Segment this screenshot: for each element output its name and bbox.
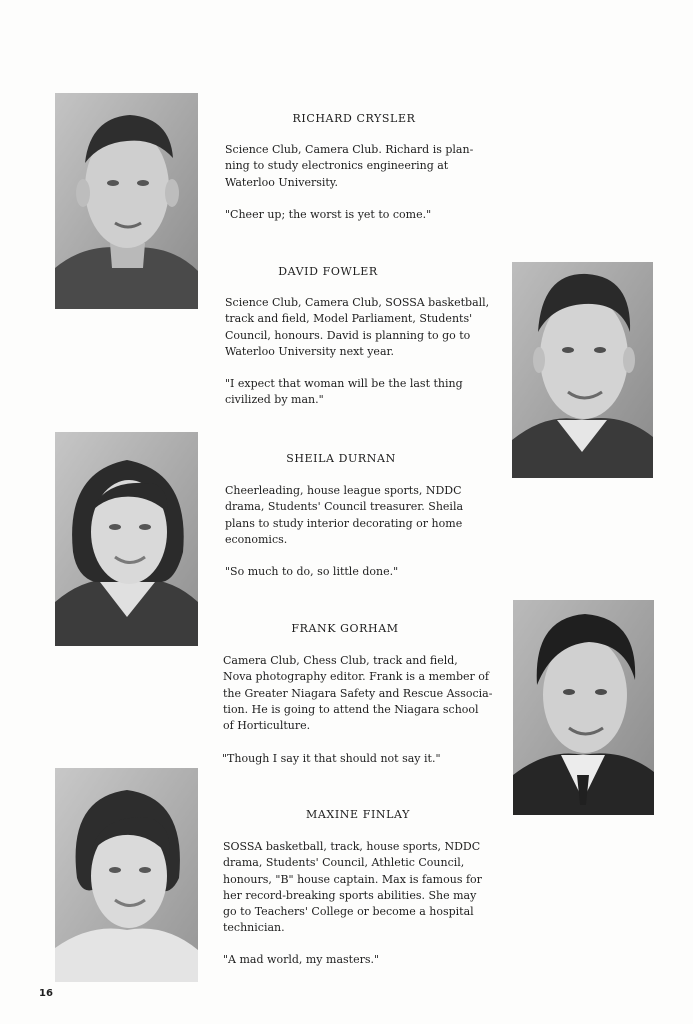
student-bio: SOSSA basketball, track, house sports, NDDC drama, Students' Council, Athletic Council, honours, "B" house captain. Max is famous for her record-breaking sports abilities. She may go to Teachers' College or become a hospital technician. (223, 840, 482, 935)
student-bio: Camera Club, Chess Club, track and field, Nova photography editor. Frank is a member of the Greater Niagara Safety and Rescue Associa- tion. He is going to attend the Niagara school of Horticulture. (223, 654, 493, 733)
page-number: 16 (39, 988, 53, 999)
student-bio: Cheerleading, house league sports, NDDC drama, Students' Council treasurer. Sheila plans to study interior decorating or home economics. (225, 484, 464, 546)
student-quote: "So much to do, so little done." (225, 565, 399, 578)
student-bio: Science Club, Camera Club. Richard is plan- ning to study electronics engineering at Waterloo University. (225, 143, 474, 189)
student-quote: "Though I say it that should not say it." (222, 752, 441, 765)
portrait-sheila-durnan (55, 432, 198, 646)
student-name: MAXINE FINLAY (305, 808, 410, 821)
student-name: RICHARD CRYSLER (292, 112, 416, 125)
student-bio: Science Club, Camera Club, SOSSA basketball, track and field, Model Parliament, Students' Council, honours. David is planning to go to Waterloo University next year. (225, 296, 490, 358)
portrait-david-fowler (512, 262, 653, 478)
portrait-richard-crysler (55, 93, 198, 309)
student-quote: "I expect that woman will be the last thing civilized by man." (225, 377, 463, 407)
portrait-frank-gorham (513, 600, 654, 815)
student-quote: "A mad world, my masters." (223, 953, 380, 966)
student-name: SHEILA DURNAN (286, 452, 396, 465)
student-name: FRANK GORHAM (291, 622, 399, 635)
student-name: DAVID FOWLER (278, 265, 378, 278)
portrait-maxine-finlay (55, 768, 198, 982)
student-quote: "Cheer up; the worst is yet to come." (225, 208, 432, 221)
